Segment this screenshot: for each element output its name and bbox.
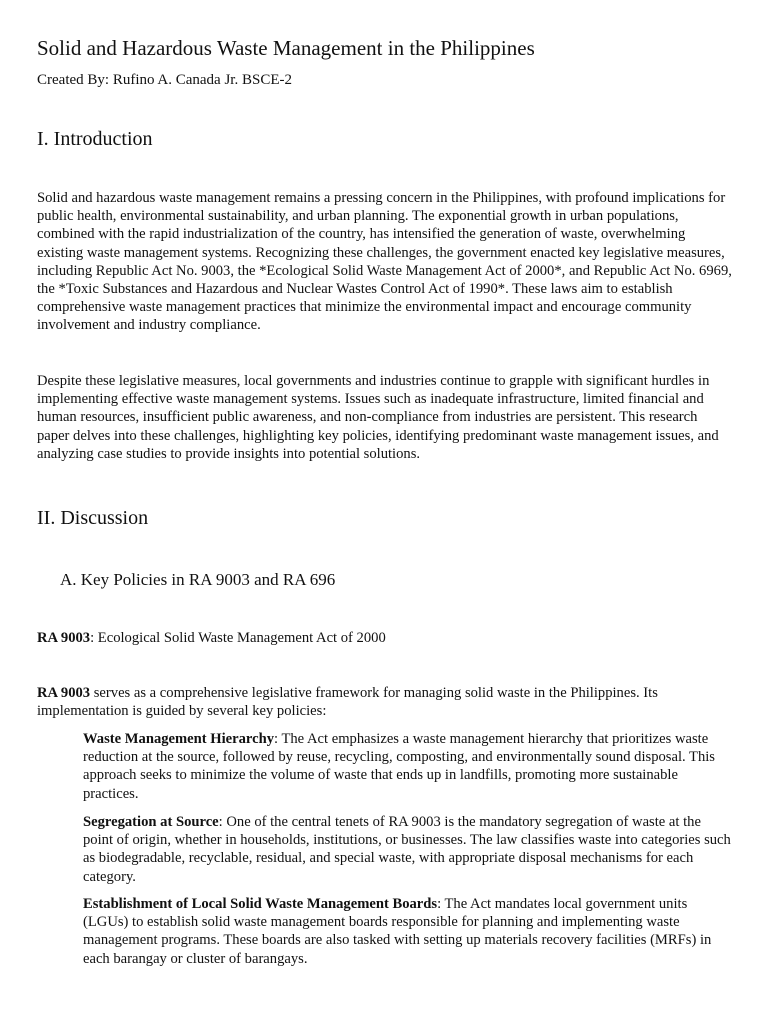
intro-paragraph-2: Despite these legislative measures, local governments and industries continue to grapple with significant hurdles in implementing effective waste management systems. Issues such as inadequate infrastructure, limited financial and human resources, insufficient public awareness, and non-compliance from industries are persistent. This research paper delves into these challenges, highlighting key policies, identifying predominant waste management issues, and analyzing case studies to provide insights into potential solutions.	[37, 373, 719, 462]
ra9003-intro-paragraph	[37, 684, 733, 720]
policy-item	[83, 895, 733, 968]
section-heading-introduction: I. Introduction	[37, 128, 153, 150]
policy-term: Waste Management Hierarchy	[83, 731, 275, 747]
policy-term: Segregation at Source	[83, 814, 219, 830]
ra9003-intro-text: serves as a comprehensive legislative framework for managing solid waste in the Philippines. Its implementation is guided by several key policies:	[37, 685, 658, 720]
policy-term: Establishment of Local Solid Waste Management Boards	[83, 896, 438, 912]
byline: Created By: Rufino A. Canada Jr. BSCE-2	[37, 72, 292, 88]
policy-item	[83, 813, 733, 886]
ra9003-title: : Ecological Solid Waste Management Act of 2000	[90, 630, 386, 646]
ra9003-label: RA 9003	[37, 630, 91, 646]
document-title: Solid and Hazardous Waste Management in the Philippines	[37, 36, 535, 60]
policy-item	[83, 730, 733, 803]
intro-paragraph-1: Solid and hazardous waste management remains a pressing concern in the Philippines, with profound implications for public health, environmental sustainability, and urban planning. The exponential growth in urban populations, combined with the rapid industrialization of the country, has intensified the generation of waste, overwhelming existing waste management systems. Recognizing these challenges, the government enacted key legislative measures, including Republic Act No. 9003, the *Ecological Solid Waste Management Act of 2000*, and Republic Act No. 6969, the *Toxic Substances and Hazardous and Nuclear Wastes Control Act of 1990*. These laws aim to establish comprehensive waste management practices that minimize the environmental impact and encourage community involvement and industry compliance.	[37, 190, 732, 334]
ra9003-intro-label: RA 9003	[37, 685, 91, 701]
policy-text: : The Act emphasizes a waste management hierarchy that prioritizes waste reduction at the source, followed by reuse, recycling, composting, and environmentally sound disposal. This approach seeks to minimize the volume of waste that ends up in landfills, promoting more sustainable practices.	[83, 731, 715, 802]
subsection-heading-key-policies: A. Key Policies in RA 9003 and RA 696	[60, 570, 336, 589]
section-heading-discussion: II. Discussion	[37, 507, 149, 529]
policy-text: : One of the central tenets of RA 9003 is the mandatory segregation of waste at the point of origin, whether in households, institutions, or businesses. The law classifies waste into categories such as biodegradable, recyclable, residual, and special waste, with appropriate disposal mechanisms for each category.	[83, 814, 731, 885]
ra9003-title-line	[37, 629, 733, 647]
policy-text: : The Act mandates local government units (LGUs) to establish solid waste management boards responsible for planning and implementing waste management programs. These boards are also tasked with setting up materials recovery facilities (MRFs) in each barangay or cluster of barangays.	[83, 896, 712, 967]
